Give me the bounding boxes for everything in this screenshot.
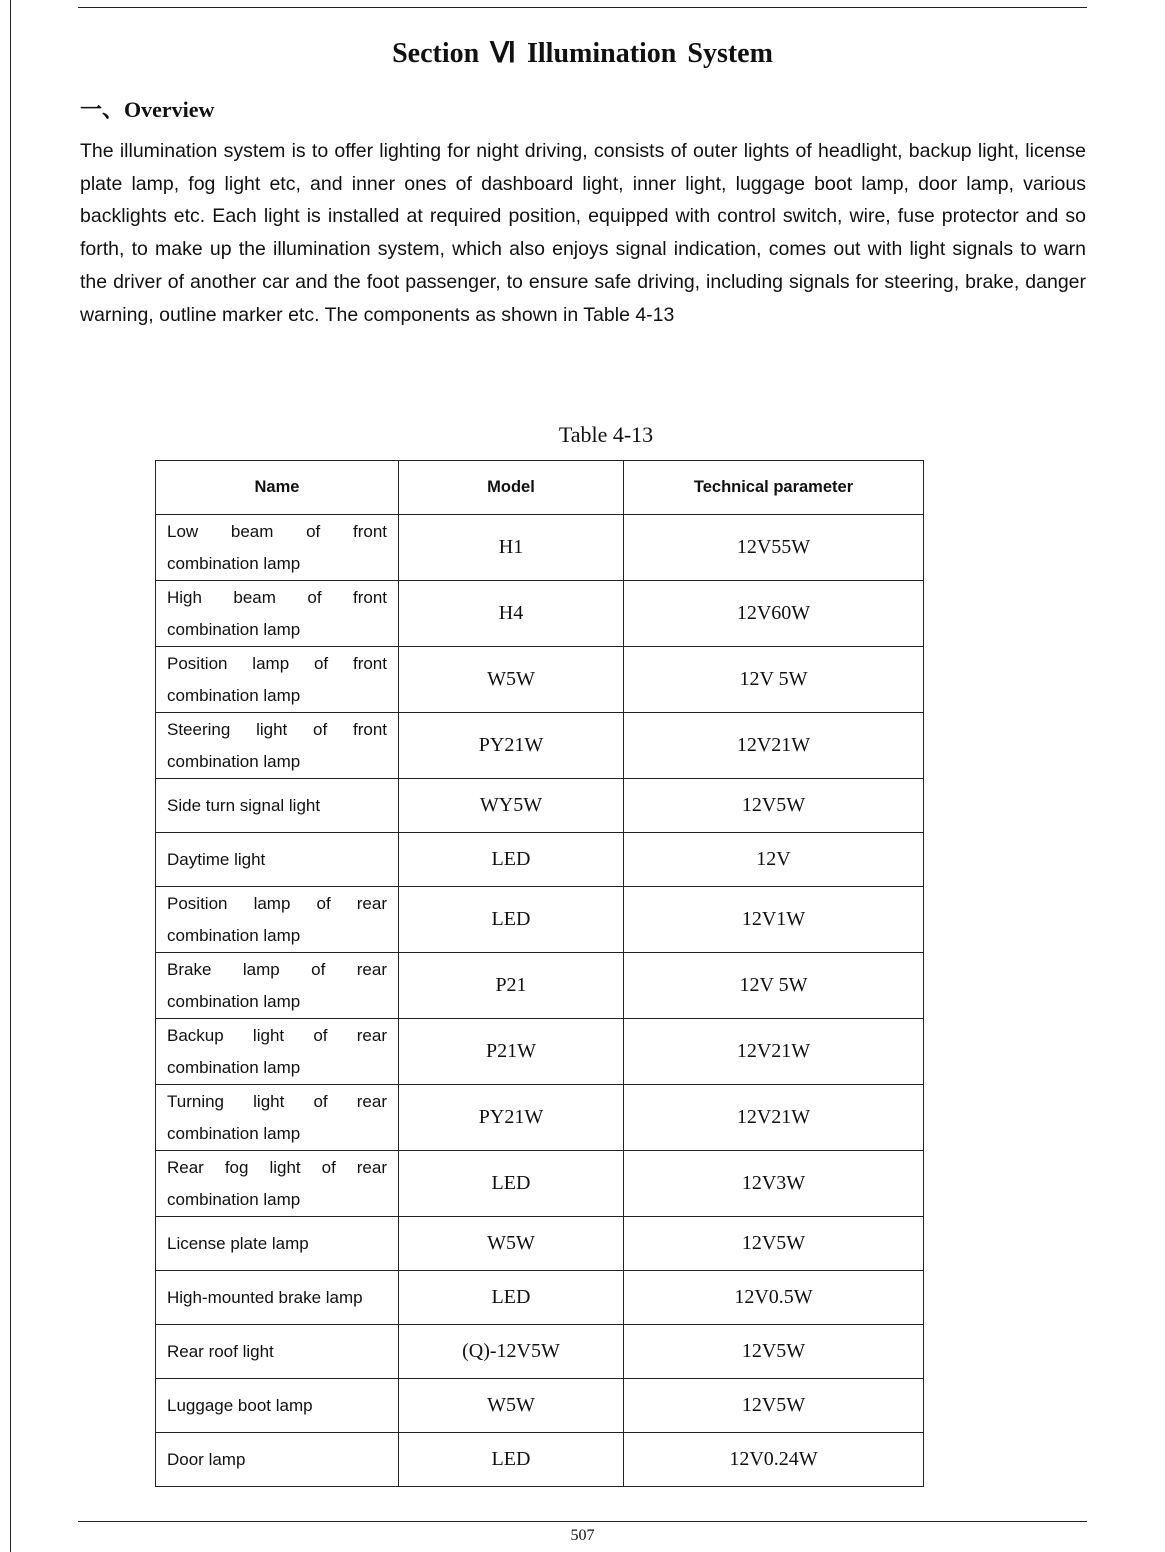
cell-param: 12V21W: [624, 1019, 924, 1085]
table-row: [156, 581, 924, 647]
cell-name: Rear fog light of rear combination lamp: [156, 1151, 399, 1217]
cell-param: 12V5W: [624, 779, 924, 833]
cell-model: H1: [399, 515, 624, 581]
cell-name: High-mounted brake lamp: [156, 1271, 399, 1325]
cell-name: Steering light of front combination lamp: [156, 713, 399, 779]
table-header-row: [156, 461, 924, 515]
cell-param: 12V 5W: [624, 647, 924, 713]
table-row: [156, 953, 924, 1019]
cell-name: Position lamp of front combination lamp: [156, 647, 399, 713]
header-name: Name: [156, 461, 399, 515]
cell-name: Luggage boot lamp: [156, 1379, 399, 1433]
header-model: Model: [399, 461, 624, 515]
cell-param: 12V5W: [624, 1325, 924, 1379]
cell-param: 12V0.5W: [624, 1271, 924, 1325]
cell-name: Turning light of rear combination lamp: [156, 1085, 399, 1151]
cell-param: 12V5W: [624, 1217, 924, 1271]
overview-heading: 一、Overview: [80, 97, 215, 122]
table-row: [156, 647, 924, 713]
table-row: [156, 1217, 924, 1271]
table-row: [156, 1379, 924, 1433]
cell-param: 12V21W: [624, 713, 924, 779]
cell-model: W5W: [399, 1379, 624, 1433]
cell-name: Rear roof light: [156, 1325, 399, 1379]
cell-model: W5W: [399, 1217, 624, 1271]
cell-param: 12V55W: [624, 515, 924, 581]
cell-model: P21W: [399, 1019, 624, 1085]
table-row: [156, 515, 924, 581]
table-row: [156, 713, 924, 779]
component-spec-table: [155, 460, 924, 1487]
cell-name: Backup light of rear combination lamp: [156, 1019, 399, 1085]
cell-model: PY21W: [399, 1085, 624, 1151]
cell-name: Low beam of front combination lamp: [156, 515, 399, 581]
cell-param: 12V60W: [624, 581, 924, 647]
cell-name: License plate lamp: [156, 1217, 399, 1271]
header-technical-parameter: Technical parameter: [624, 461, 924, 515]
table-caption: Table 4-13: [558, 422, 654, 447]
table-row: [156, 1325, 924, 1379]
table-row: [156, 833, 924, 887]
cell-model: PY21W: [399, 713, 624, 779]
cell-model: LED: [399, 833, 624, 887]
cell-model: W5W: [399, 647, 624, 713]
cell-model: LED: [399, 1271, 624, 1325]
cell-model: P21: [399, 953, 624, 1019]
cell-name: High beam of front combination lamp: [156, 581, 399, 647]
page-edge-line: [10, 0, 11, 1552]
table-row: [156, 1085, 924, 1151]
cell-model: H4: [399, 581, 624, 647]
cell-model: LED: [399, 1433, 624, 1487]
cell-name: Position lamp of rear combination lamp: [156, 887, 399, 953]
cell-param: 12V21W: [624, 1085, 924, 1151]
table-row: [156, 1151, 924, 1217]
cell-param: 12V3W: [624, 1151, 924, 1217]
cell-param: 12V 5W: [624, 953, 924, 1019]
cell-name: Brake lamp of rear combination lamp: [156, 953, 399, 1019]
cell-name: Daytime light: [156, 833, 399, 887]
section-title: Section Ⅵ Illumination System: [392, 38, 773, 69]
footer-rule: [78, 1521, 1087, 1522]
intro-paragraph: The illumination system is to offer lighting for night driving, consists of outer lights of headlight, backup light, license plate lamp, fog light etc, and inner ones of dashboard light, inner light, luggage boot lamp, door lamp, various backlights etc. Each light is installed at required position, equipped with control switch, wire, fuse protector and so forth, to make up the illumination system, which also enjoys signal indication, comes out with light signals to warn the driver of another car and the foot passenger, to ensure safe driving, including signals for steering, brake, danger warning, outline marker etc. The components as shown in Table 4-13: [80, 140, 1086, 326]
header-rule: [78, 7, 1087, 8]
cell-name: Side turn signal light: [156, 779, 399, 833]
cell-model: LED: [399, 887, 624, 953]
table-row: [156, 1271, 924, 1325]
cell-model: (Q)-12V5W: [399, 1325, 624, 1379]
table-row: [156, 1433, 924, 1487]
cell-param: 12V1W: [624, 887, 924, 953]
page-number: 507: [570, 1527, 595, 1544]
cell-param: 12V: [624, 833, 924, 887]
cell-name: Door lamp: [156, 1433, 399, 1487]
cell-model: LED: [399, 1151, 624, 1217]
cell-param: 12V0.24W: [624, 1433, 924, 1487]
cell-param: 12V5W: [624, 1379, 924, 1433]
cell-model: WY5W: [399, 779, 624, 833]
table-row: [156, 887, 924, 953]
table-row: [156, 1019, 924, 1085]
table-row: [156, 779, 924, 833]
